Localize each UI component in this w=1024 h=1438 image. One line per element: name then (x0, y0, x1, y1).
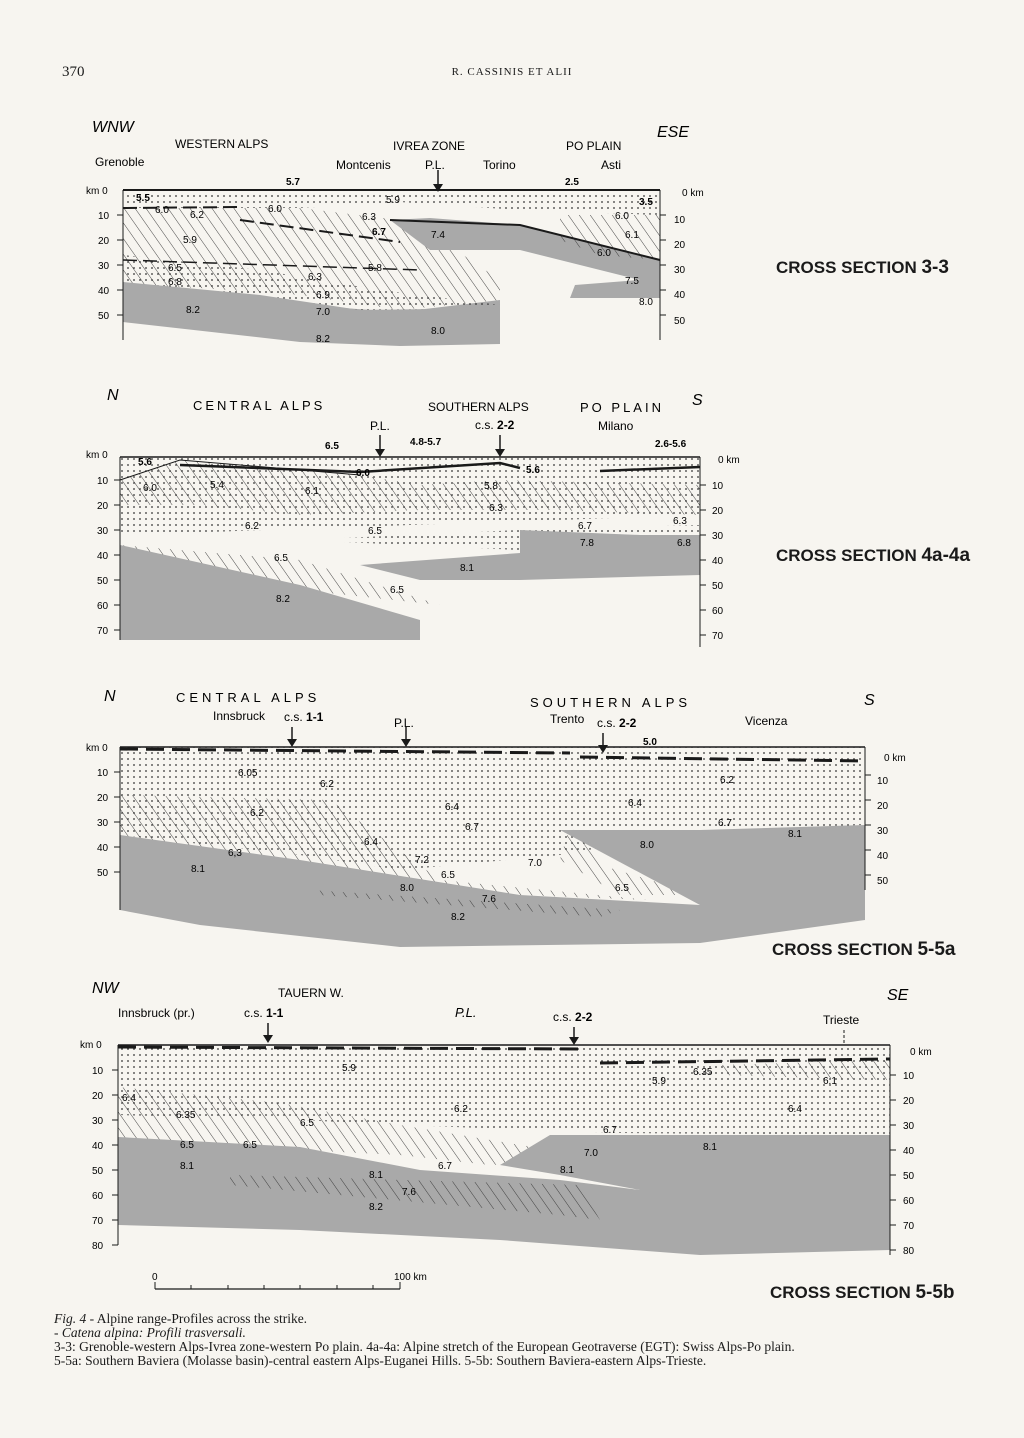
depth-tick-label: 60 (92, 1191, 104, 1202)
cross-section-5-5b-labels (0, 975, 1024, 1310)
velocity-label: 6.2 (454, 1104, 468, 1115)
depth-zero-label-right: 0 km (910, 1047, 932, 1058)
depth-zero-label: km 0 (80, 1040, 102, 1051)
velocity-label: 6.7 (718, 818, 732, 829)
caption-line-3: 3-3: Grenoble-western Alps-Ivrea zone-western Po plain. 4a-4a: Alpine stretch of the European Geotraverse (EGT): Swiss Alps-Po plain. (54, 1339, 795, 1354)
depth-tick-label: 30 (674, 265, 686, 276)
velocity-label: 8.1 (460, 563, 474, 574)
depth-tick-label: 50 (98, 311, 110, 322)
velocity-label: 6.2 (245, 521, 259, 532)
depth-tick-label: 40 (903, 1146, 915, 1157)
velocity-label: 7.4 (431, 230, 445, 241)
region-label: SOUTHERN ALPS (428, 400, 529, 414)
section-title (772, 939, 956, 961)
velocity-label: 6.35 (176, 1110, 196, 1121)
velocity-label: 7.0 (584, 1148, 598, 1159)
depth-tick-label: 30 (97, 526, 109, 537)
place-label: Montcenis (336, 158, 391, 172)
depth-tick-label: 20 (712, 506, 724, 517)
velocity-label: 6.7 (372, 227, 386, 238)
velocity-label: 6.7 (578, 521, 592, 532)
velocity-label: 6.0 (155, 205, 169, 216)
section-title-prefix: CROSS SECTION (776, 546, 922, 565)
region-label: TAUERN W. (278, 986, 344, 1000)
depth-tick-label: 10 (903, 1071, 915, 1082)
direction-label-left: N (104, 688, 116, 705)
velocity-label: 6.7 (465, 822, 479, 833)
velocity-label: 6.8 (677, 538, 691, 549)
section-title-prefix: CROSS SECTION (772, 940, 918, 959)
depth-tick-label: 40 (98, 286, 110, 297)
depth-tick-label: 10 (92, 1066, 104, 1077)
direction-label-right: SE (887, 987, 909, 1004)
depth-zero-label-right: 0 km (718, 455, 740, 466)
velocity-label: 5.7 (286, 177, 300, 188)
velocity-label: 8.0 (431, 326, 445, 337)
depth-tick-label: 50 (97, 868, 109, 879)
velocity-label: 8.0 (639, 297, 653, 308)
velocity-label: 6.4 (788, 1104, 802, 1115)
velocity-label: 8.0 (640, 840, 654, 851)
region-label: WESTERN ALPS (175, 137, 269, 151)
velocity-label: 5.6 (526, 465, 540, 476)
depth-tick-label: 40 (674, 290, 686, 301)
velocity-label: 6.8 (168, 277, 182, 288)
velocity-label: 6.3 (489, 503, 503, 514)
depth-zero-label-right: 0 km (682, 188, 704, 199)
velocity-label: 5.9 (183, 235, 197, 246)
velocity-label: 7.2 (415, 855, 429, 866)
region-label: SOUTHERN ALPS (530, 695, 692, 710)
depth-tick-label: 30 (903, 1121, 915, 1132)
velocity-label: 5.6 (138, 457, 152, 468)
figure-label: Fig. 4 (54, 1311, 87, 1326)
region-label: IVREA ZONE (393, 139, 466, 153)
velocity-label: 8.2 (369, 1202, 383, 1213)
place-label: Trieste (823, 1013, 860, 1027)
velocity-label: 6.5 (180, 1140, 194, 1151)
cs-reference: c.s. 1-1 (284, 710, 324, 724)
cross-section-4a-4a (0, 385, 1024, 665)
velocity-label: 5.9 (652, 1076, 666, 1087)
velocity-label: 5.8 (484, 481, 498, 492)
depth-tick-label: 70 (903, 1221, 915, 1232)
velocity-label: 5.5 (136, 193, 150, 204)
place-label: Milano (598, 419, 634, 433)
place-label: P.L. (455, 1005, 477, 1020)
velocity-label: 8.1 (560, 1165, 574, 1176)
region-label: CENTRAL ALPS (176, 690, 321, 705)
depth-tick-label: 50 (903, 1171, 915, 1182)
velocity-label: 6.3 (362, 212, 376, 223)
cs-reference: c.s. 2-2 (597, 716, 637, 730)
velocity-label: 6.0 (268, 204, 282, 215)
velocity-label: 6.5 (243, 1140, 257, 1151)
cross-section-5-5a-labels (0, 685, 1024, 970)
velocity-label: 6.5 (300, 1118, 314, 1129)
section-title-prefix: CROSS SECTION (776, 258, 922, 277)
depth-tick-label: 30 (712, 531, 724, 542)
depth-zero-label-right: 0 km (884, 753, 906, 764)
section-title (776, 257, 949, 279)
place-label: Grenoble (95, 155, 145, 169)
velocity-label: 5.9 (342, 1063, 356, 1074)
depth-tick-label: 10 (674, 215, 686, 226)
velocity-label: 6.4 (628, 798, 642, 809)
depth-tick-label: 20 (97, 793, 109, 804)
velocity-label: 6.35 (693, 1067, 713, 1078)
velocity-label: 7.0 (316, 307, 330, 318)
section-title-number: 5-5b (915, 1282, 955, 1303)
section-title-number: 3-3 (921, 257, 949, 278)
velocity-label: 8.2 (451, 912, 465, 923)
depth-tick-label: 70 (92, 1216, 104, 1227)
cross-section-5-5a (0, 685, 1024, 970)
direction-label-left: N (107, 387, 119, 404)
velocity-label: 7.8 (580, 538, 594, 549)
depth-tick-label: 20 (97, 501, 109, 512)
velocity-label: 8.1 (369, 1170, 383, 1181)
depth-tick-label: 20 (674, 240, 686, 251)
place-label: P.L. (370, 419, 390, 433)
velocity-label: 8.2 (316, 334, 330, 345)
velocity-label: 6,3 (228, 848, 242, 859)
velocity-label: 8.1 (703, 1142, 717, 1153)
depth-tick-label: 30 (98, 261, 110, 272)
depth-tick-label: 20 (877, 801, 889, 812)
velocity-label: 8.0 (400, 883, 414, 894)
caption-line-4: 5-5a: Southern Baviera (Molasse basin)-central eastern Alps-Euganei Hills. 5-5b: Southern Baviera-eastern Alps-Trieste. (54, 1353, 707, 1368)
region-label: PO PLAIN (580, 400, 664, 415)
velocity-label: 3.5 (639, 197, 653, 208)
velocity-label: 6.7 (438, 1161, 452, 1172)
place-label: P.L. (394, 716, 414, 730)
velocity-label: 6.5 (441, 870, 455, 881)
depth-tick-label: 20 (92, 1091, 104, 1102)
velocity-label: 6.3 (673, 516, 687, 527)
velocity-label: 6.4 (122, 1093, 136, 1104)
depth-tick-label: 10 (98, 211, 110, 222)
depth-tick-label: 80 (903, 1246, 915, 1257)
depth-tick-label: 60 (97, 601, 109, 612)
depth-zero-label: km 0 (86, 450, 108, 461)
depth-tick-label: 50 (712, 581, 724, 592)
cross-section-3-3-labels (0, 110, 1024, 370)
depth-tick-label: 40 (97, 551, 109, 562)
scale-bar-start: 0 (152, 1272, 158, 1283)
depth-tick-label: 50 (877, 876, 889, 887)
place-label: Innsbruck (213, 709, 266, 723)
velocity-label: 5.4 (210, 480, 224, 491)
velocity-label: 6.2 (250, 808, 264, 819)
depth-tick-label: 20 (903, 1096, 915, 1107)
velocity-label: 6.0 (615, 211, 629, 222)
depth-tick-label: 10 (97, 768, 109, 779)
figure-caption (54, 1312, 1014, 1368)
velocity-label: 7.6 (402, 1187, 416, 1198)
depth-tick-label: 10 (877, 776, 889, 787)
velocity-label: 6.7 (603, 1125, 617, 1136)
depth-tick-label: 20 (98, 236, 110, 247)
velocity-label: 6.4 (364, 837, 378, 848)
depth-tick-label: 40 (97, 843, 109, 854)
velocity-label: 8.2 (276, 594, 290, 605)
velocity-label: 6.9 (316, 290, 330, 301)
direction-label-left: NW (92, 980, 119, 997)
depth-tick-label: 30 (92, 1116, 104, 1127)
place-label: Vicenza (745, 714, 788, 728)
depth-tick-label: 80 (92, 1241, 104, 1252)
depth-tick-label: 50 (674, 316, 686, 327)
velocity-label: 6.0 (143, 483, 157, 494)
cross-section-4a-4a-labels (0, 385, 1024, 665)
depth-tick-label: 40 (877, 851, 889, 862)
depth-tick-label: 70 (712, 631, 724, 642)
region-label: PO PLAIN (566, 139, 622, 153)
velocity-label: 6.0 (597, 248, 611, 259)
page-number: 370 (62, 64, 85, 80)
velocity-label: 6.5 (274, 553, 288, 564)
depth-tick-label: 60 (712, 606, 724, 617)
depth-tick-label: 40 (712, 556, 724, 567)
cs-reference: c.s. 2-2 (553, 1010, 593, 1024)
scale-bar-end: 100 km (394, 1272, 427, 1283)
depth-tick-label: 50 (92, 1166, 104, 1177)
running-head: R. CASSINIS ET ALII (451, 66, 573, 78)
place-label: Torino (483, 158, 516, 172)
caption-line-2: - Catena alpina: Profili trasversali. (54, 1325, 246, 1340)
velocity-label: 7.6 (482, 894, 496, 905)
section-title (770, 1282, 955, 1304)
velocity-label: 8.1 (788, 829, 802, 840)
velocity-label: 8.1 (180, 1161, 194, 1172)
velocity-label: 7.5 (625, 276, 639, 287)
place-label: P.L. (425, 158, 445, 172)
direction-label-right: S (692, 392, 703, 409)
caption-line-1 (54, 1312, 1014, 1326)
cs-reference: c.s. 1-1 (244, 1006, 284, 1020)
cross-section-5-5b (0, 975, 1024, 1310)
place-label: Innsbruck (pr.) (118, 1006, 195, 1020)
depth-tick-label: 40 (92, 1141, 104, 1152)
velocity-label: 6.5 (368, 526, 382, 537)
depth-tick-label: 10 (97, 476, 109, 487)
velocity-label: 5.9 (386, 195, 400, 206)
velocity-label: 6.0 (356, 468, 370, 479)
velocity-label: 6.05 (238, 768, 258, 779)
cs-reference: c.s. 2-2 (475, 418, 515, 432)
section-title-number: 4a-4a (921, 545, 971, 566)
direction-label-right: S (864, 692, 875, 709)
velocity-label: 6.5 (390, 585, 404, 596)
velocity-label: 6.2 (190, 210, 204, 221)
velocity-label: 6.5 (168, 263, 182, 274)
velocity-label: 6.2 (720, 775, 734, 786)
direction-label-left: WNW (92, 119, 134, 136)
velocity-label: 2.6-5.6 (655, 439, 687, 450)
velocity-label: 7.0 (528, 858, 542, 869)
place-label: Asti (601, 158, 622, 172)
depth-zero-label: km 0 (86, 186, 108, 197)
velocity-label: 6.3 (308, 272, 322, 283)
depth-tick-label: 60 (903, 1196, 915, 1207)
velocity-label: 4.8-5.7 (410, 437, 442, 448)
depth-tick-label: 30 (877, 826, 889, 837)
velocity-label: 8.2 (186, 305, 200, 316)
velocity-label: 6.1 (625, 230, 639, 241)
velocity-label: 6.1 (305, 486, 319, 497)
direction-label-right: ESE (657, 124, 690, 141)
section-title-prefix: CROSS SECTION (770, 1283, 916, 1302)
section-title-number: 5-5a (917, 939, 956, 960)
depth-tick-label: 50 (97, 576, 109, 587)
velocity-label: 6.5 (615, 883, 629, 894)
section-title (776, 545, 970, 567)
velocity-label: 6.2 (320, 779, 334, 790)
velocity-label: 2.5 (565, 177, 579, 188)
velocity-label: 8.1 (191, 864, 205, 875)
depth-tick-label: 70 (97, 626, 109, 637)
velocity-label: 6.1 (823, 1076, 837, 1087)
velocity-label: 5.0 (643, 737, 657, 748)
cross-section-3-3 (0, 110, 1024, 370)
velocity-label: 6.4 (445, 802, 459, 813)
region-label: CENTRAL ALPS (193, 398, 326, 413)
caption-text: - Alpine range-Profiles across the strike. (86, 1311, 308, 1326)
depth-zero-label: km 0 (86, 743, 108, 754)
depth-tick-label: 10 (712, 481, 724, 492)
place-label: Trento (550, 712, 585, 726)
velocity-label: 6.5 (325, 441, 339, 452)
depth-tick-label: 30 (97, 818, 109, 829)
velocity-label: 5.8 (368, 263, 382, 274)
